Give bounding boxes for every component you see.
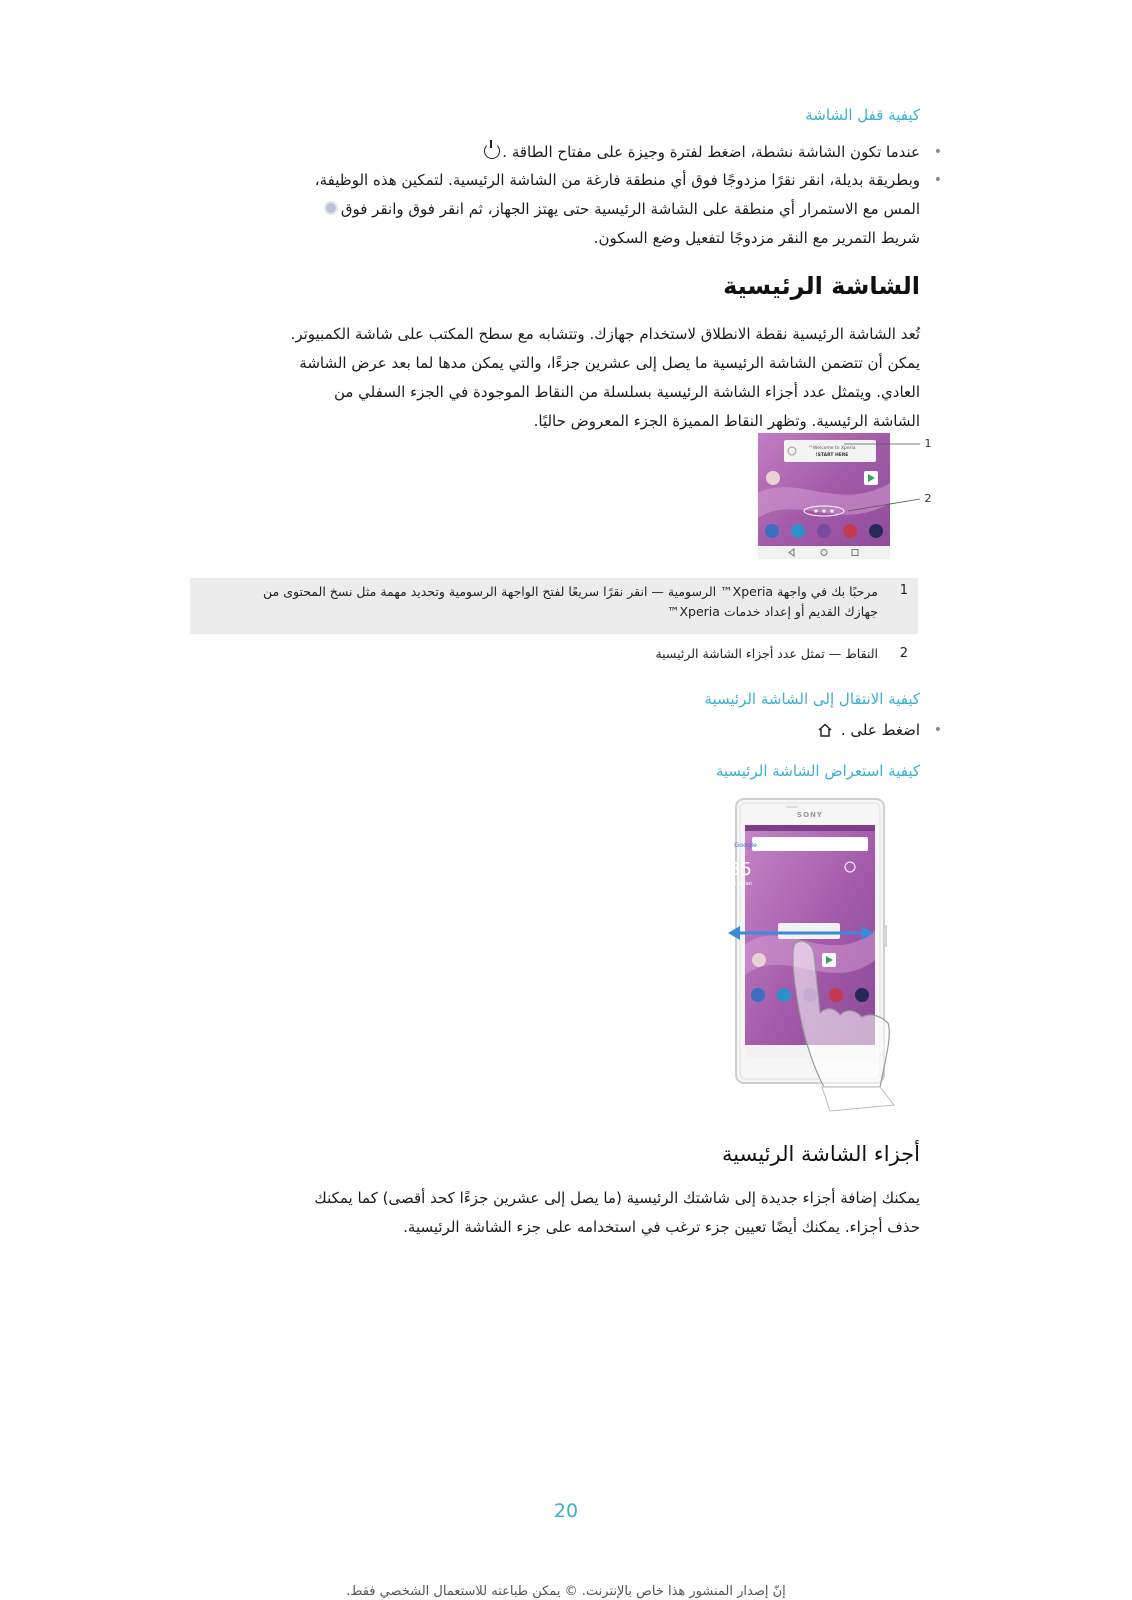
- caption-1-text: [198, 582, 878, 622]
- callout-1: 1: [924, 437, 932, 450]
- caption-2-number: 2: [899, 646, 908, 661]
- phone-swipe-figure: [700, 795, 920, 1113]
- home-paragraph-line1: تُعد الشاشة الرئيسية نقطة الانطلاق لاستخدام جهازك. وتتشابه مع سطح المكتب على شاشة الكمبيوتر.: [290, 325, 920, 343]
- google-search-label: Google: [734, 841, 757, 849]
- welcome-card-line1: Welcome to Xperia™: [808, 446, 856, 451]
- callout-2: 2: [924, 492, 932, 505]
- home-heading: الشاشة الرئيسية: [723, 272, 920, 300]
- panes-paragraph: [204, 1184, 920, 1242]
- lock-bullet-1: [210, 140, 942, 164]
- bullet-dot: •: [933, 144, 942, 160]
- home-icon: [817, 722, 833, 738]
- section-browse-title: كيفية استعراض الشاشة الرئيسية: [715, 762, 920, 780]
- panes-line1: يمكنك إضافة أجزاء جديدة إلى شاشتك الرئيسية (ما يصل إلى عشرين جزءًا كحد أقصى) كما يمكنك: [314, 1189, 920, 1207]
- caption-1-box: [190, 578, 918, 634]
- home-screen-figure: [758, 433, 936, 559]
- section-lock-title: كيفية قفل الشاشة: [805, 106, 920, 124]
- clock-text: 10:35: [700, 859, 752, 880]
- caption-1-line2: جهازك القديم أو إعداد خدمات Xperia™: [666, 604, 878, 619]
- lock-bullet-2-line3: شريط التمرير مع النقر مزدوجًا لتفعيل وضع السكون.: [593, 229, 920, 247]
- welcome-card-line2: START HERE!: [815, 453, 849, 458]
- panes-heading: أجزاء الشاشة الرئيسية: [721, 1142, 920, 1166]
- settings-dot-icon: [324, 201, 338, 215]
- section-goto-title: كيفية الانتقال إلى الشاشة الرئيسية: [704, 690, 920, 708]
- bullet-dot: •: [933, 722, 942, 738]
- clock-date: Fri, 8 Jan: [730, 881, 752, 887]
- goto-bullet-text: اضغط على .: [840, 721, 920, 739]
- caption-1-line1: مرحبًا بك في واجهة Xperia™ الرسومية — انقر نقرًا سريعًا لفتح الواجهة الرسومية وتحديد مهمة مثل نسخ المحتوى من: [263, 584, 878, 599]
- panes-line2: حذف أجزاء. يمكنك أيضًا تعيين جزء ترغب في استخدامه على جزء الشاشة الرئيسية.: [403, 1218, 920, 1236]
- power-icon: [484, 143, 500, 159]
- footer-note: إنّ إصدار المنشور هذا خاص بالإنترنت. © يمكن طباعته للاستعمال الشخصي فقط.: [346, 1584, 786, 1599]
- home-screen-illustration: [758, 433, 936, 559]
- lock-bullet-2-line2: [210, 195, 920, 224]
- caption-2-text: النقاط — تمثل عدد أجزاء الشاشة الرئيسية: [655, 646, 878, 661]
- lock-bullet-1-text: عندما تكون الشاشة نشطة، اضغط لفترة وجيزة على مفتاح الطاقة .: [502, 143, 920, 161]
- goto-bullet: [210, 718, 942, 742]
- lock-bullet-2-line1: وبطريقة بديلة، انقر نقرًا مزدوجًا فوق أي منطقة فارغة من الشاشة الرئيسية. لتمكين هذه الوظيفة،: [314, 171, 920, 189]
- phone-swipe-illustration: [700, 795, 920, 1113]
- lock-bullet-2-line2-text: المس مع الاستمرار أي منطقة على الشاشة الرئيسية حتى يهتز الجهاز، ثم انقر فوق وانقر فوق: [340, 200, 920, 218]
- home-paragraph-line3: العادي. ويتمثل عدد أجزاء الشاشة الرئيسية بسلسلة من النقاط الموجودة في الجزء السفلي من: [333, 383, 920, 401]
- bullet-dot: •: [933, 172, 942, 188]
- lock-bullet-2: [210, 166, 942, 253]
- home-paragraph-line4: الشاشة الرئيسية. وتظهر النقاط المميزة الجزء المعروض حاليًا.: [533, 412, 920, 430]
- home-paragraph-line2: يمكن أن تتضمن الشاشة الرئيسية ما يصل إلى عشرين جزءًا، والتي يمكن مدها لما بعد عرض الشاشة: [299, 354, 920, 372]
- page-number: 20: [553, 1500, 579, 1522]
- phone-brand: SONY: [797, 811, 823, 819]
- caption-1-number: 1: [899, 583, 908, 598]
- home-paragraph: [204, 320, 920, 436]
